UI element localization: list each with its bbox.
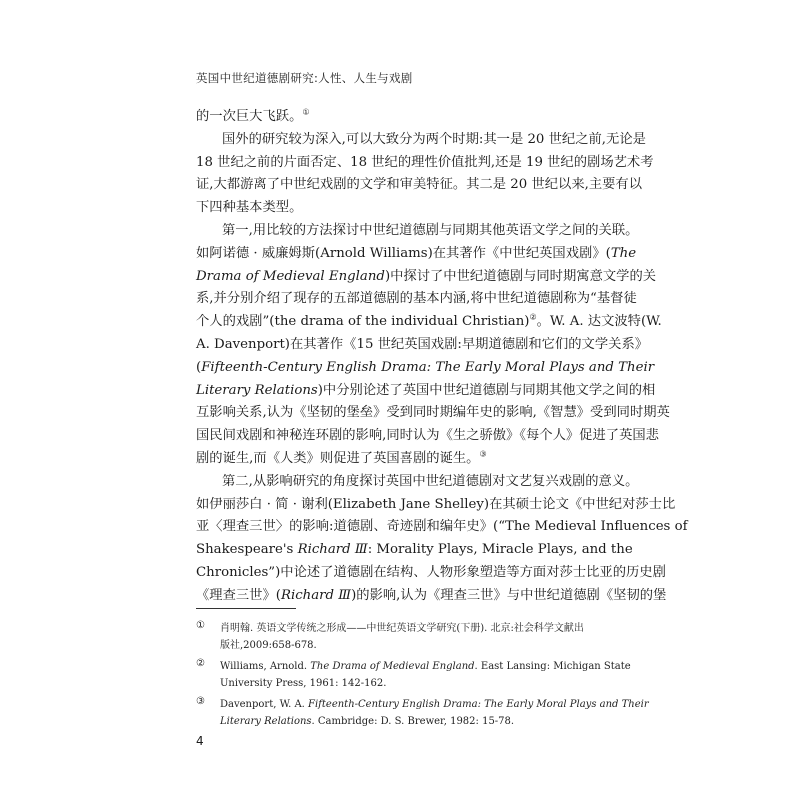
body-line: Chronicles”)中论述了道德剧在结构、人物形象塑造等方面对莎士比亚的历史剧 [196,564,666,580]
body-line: A. Davenport)在其著作《15 世纪英国戏剧:早期道德剧和它们的文学关系》 [196,336,649,352]
running-header: 英国中世纪道德剧研究:人性、人生与戏剧 [196,71,413,85]
footnote-line: Davenport, W. A. Fifteenth-Century English Drama: The Early Moral Plays and Their [220,699,649,710]
footnote-marker: ② [196,658,205,669]
footnote-ref[interactable]: ③ [479,449,487,459]
body-line: 《理查三世》(Richard Ⅲ)的影响,认为《理查三世》与中世纪道德剧《坚韧的堡 [196,587,667,603]
body-line: 的一次巨大飞跃。① [196,107,310,124]
body-line: 证,大都游离了中世纪戏剧的文学和审美特征。其二是 20 世纪以来,主要有以 [196,177,643,193]
footnote-line: University Press, 1961: 142-162. [220,678,387,689]
body-line: Literary Relations)中分别论述了英国中世纪道德剧与同期其他文学之间的相 [196,382,656,398]
body-text [196,106,688,608]
body-line: Drama of Medieval England)中探讨了中世纪道德剧与同时期寓意文学的关 [196,268,657,284]
body-line: 如阿诺德 · 威廉姆斯(Arnold Williams)在其著作《中世纪英国戏剧》(The [196,245,637,261]
body-line: 系,并分别介绍了现存的五部道德剧的基本内涵,将中世纪道德剧称为“基督徒 [196,291,637,307]
footnote-line: 版社,2009:658-678. [220,640,317,651]
body-line: 如伊丽莎白 · 简 · 谢利(Elizabeth Jane Shelley)在其硕士论文《中世纪对莎士比 [196,496,676,512]
body-line: 国外的研究较为深入,可以大致分为两个时期:其一是 20 世纪之前,无论是 [222,131,646,147]
body-line: 国民间戏剧和神秘连环剧的影响,同时认为《生之骄傲》《每个人》促进了英国悲 [196,428,659,444]
body-line: 剧的诞生,而《人类》则促进了英国喜剧的诞生。③ [196,449,487,466]
body-line: Shakespeare's Richard Ⅲ: Morality Plays, Miracle Plays, and the [196,542,633,558]
body-line: 第二,从影响研究的角度探讨英国中世纪道德剧对文艺复兴戏剧的意义。 [222,473,639,489]
body-line: 互影响关系,认为《坚韧的堡垒》受到同时期编年史的影响,《智慧》受到同时期英 [196,405,670,421]
footnote-ref[interactable]: ② [529,312,537,322]
body-line: 个人的戏剧”(the drama of the individual Christian)②。W. A. 达文波特(W. [196,312,662,330]
body-line: (Fifteenth-Century English Drama: The Early Moral Plays and Their [196,359,655,375]
body-line: 第一,用比较的方法探讨中世纪道德剧与同期其他英语文学之间的关联。 [222,222,639,238]
footnote-marker: ① [196,620,205,631]
body-line: 亚〈理查三世〉的影响:道德剧、奇迹剧和编年史》(“The Medieval Influences of [196,519,688,535]
body-line: 18 世纪之前的片面否定、18 世纪的理性价值批判,还是 19 世纪的剧场艺术考 [196,154,654,170]
footnote-line: Literary Relations. Cambridge: D. S. Brewer, 1982: 15-78. [220,716,515,727]
footnote [196,658,631,692]
footnote-line: Williams, Arnold. The Drama of Medieval England. East Lansing: Michigan State [220,661,631,672]
footnote-ref[interactable]: ① [302,107,310,117]
footnote-marker: ③ [196,696,205,707]
footnote [196,696,649,730]
footnote-line: 肖明翰. 英语文学传统之形成——中世纪英语文学研究(下册). 北京:社会科学文献出 [220,623,584,634]
footnote-divider [196,608,296,609]
footnotes [196,620,649,734]
footnote [196,620,608,654]
page-number: 4 [196,734,204,748]
body-line: 下四种基本类型。 [196,200,303,216]
